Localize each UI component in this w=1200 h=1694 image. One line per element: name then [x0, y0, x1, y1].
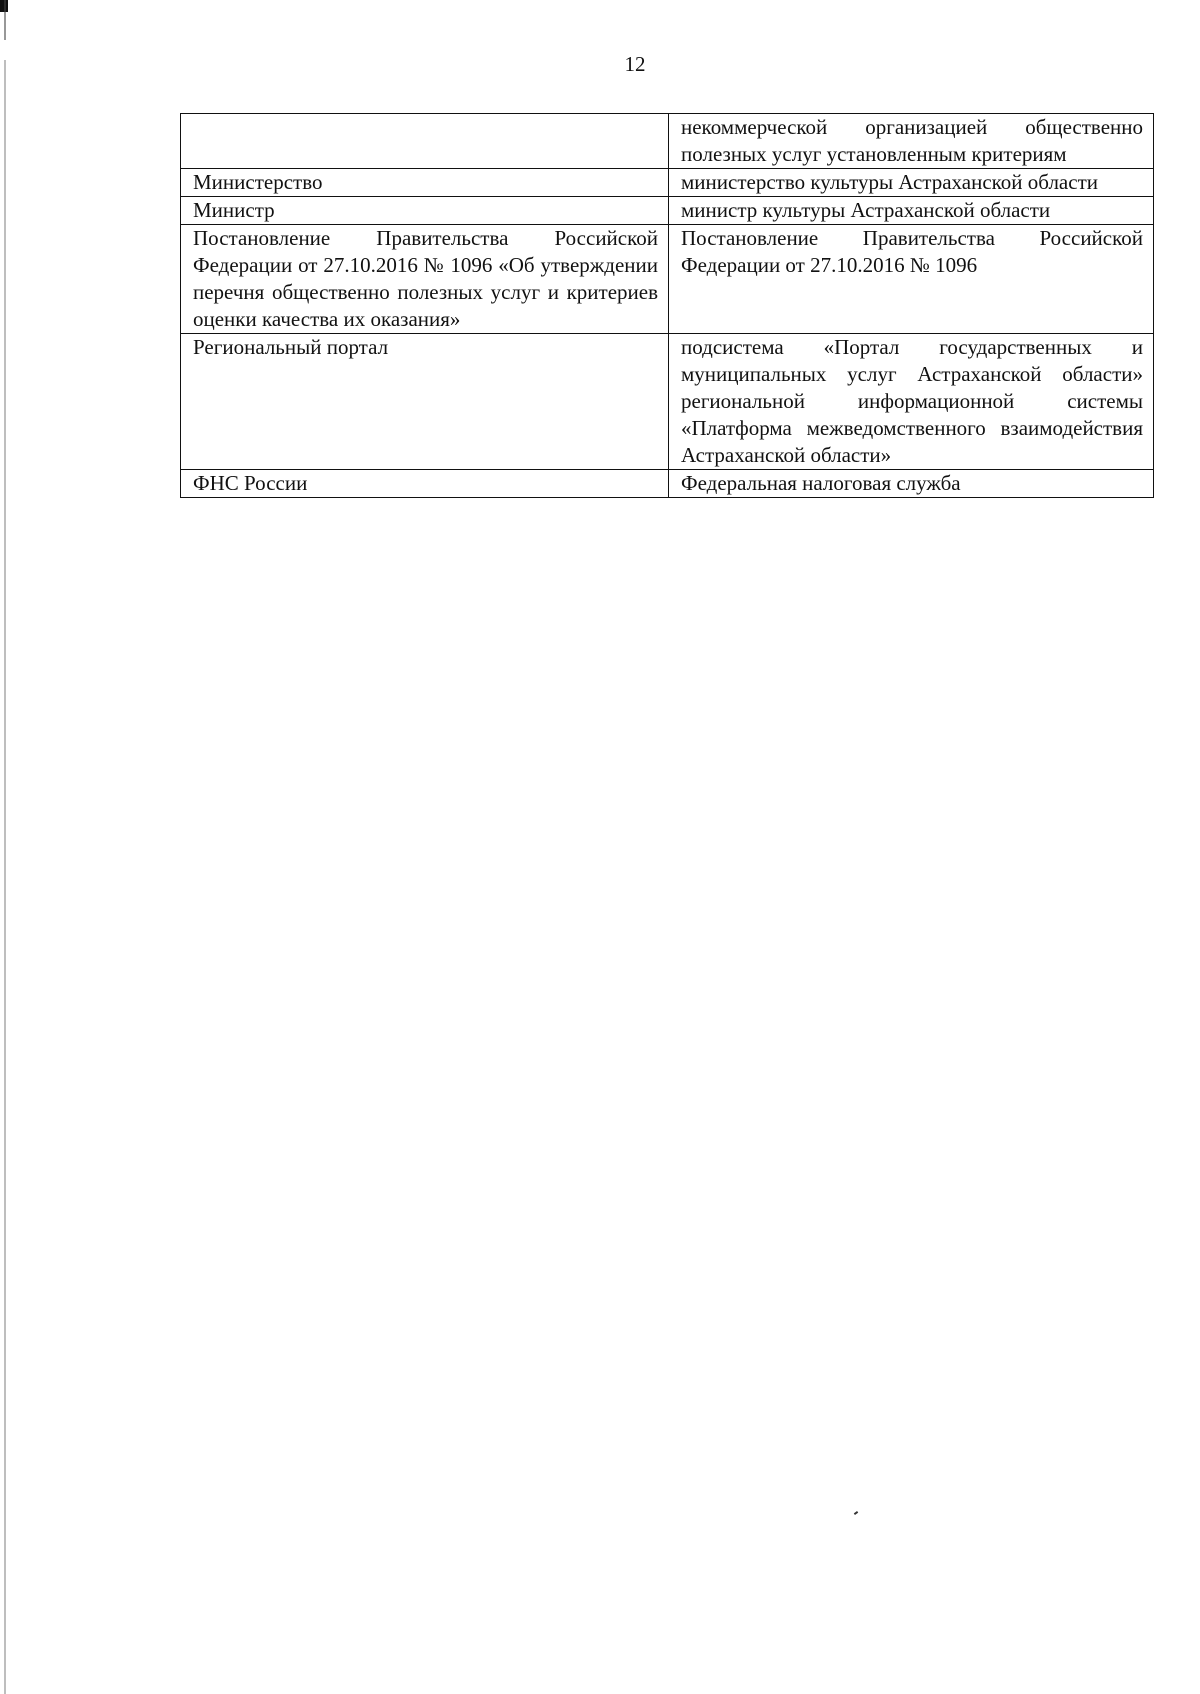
definition-cell: некоммерческой организацией общественно полезных услуг установленным критериям [669, 114, 1154, 169]
table-row [181, 334, 1154, 470]
table-row [181, 470, 1154, 498]
term-cell: Министерство [181, 169, 669, 197]
definition-cell: Федеральная налоговая служба [669, 470, 1154, 498]
page-number: 12 [624, 52, 646, 76]
term-cell: Постановление Правительства Российской Федерации от 27.10.2016 № 1096 «Об утверждении перечня общественно полезных услуг и критериев оценки качества их оказания» [181, 225, 669, 334]
term-cell [181, 114, 669, 169]
scan-speck [854, 1511, 858, 1515]
term-cell: ФНС России [181, 470, 669, 498]
terms-table [180, 113, 1154, 498]
term-cell: Министр [181, 197, 669, 225]
definition-cell: министерство культуры Астраханской области [669, 169, 1154, 197]
table-row [181, 114, 1154, 169]
term-cell: Региональный портал [181, 334, 669, 470]
scan-edge-line [4, 0, 6, 1694]
definition-cell: министр культуры Астраханской области [669, 197, 1154, 225]
table-row [181, 169, 1154, 197]
table-row [181, 197, 1154, 225]
table-row [181, 225, 1154, 334]
definition-cell: подсистема «Портал государственных и муниципальных услуг Астраханской области» региональной информационной системы «Платформа межведомственного взаимодействия Астраханской области» [669, 334, 1154, 470]
definition-cell: Постановление Правительства Российской Федерации от 27.10.2016 № 1096 [669, 225, 1154, 334]
